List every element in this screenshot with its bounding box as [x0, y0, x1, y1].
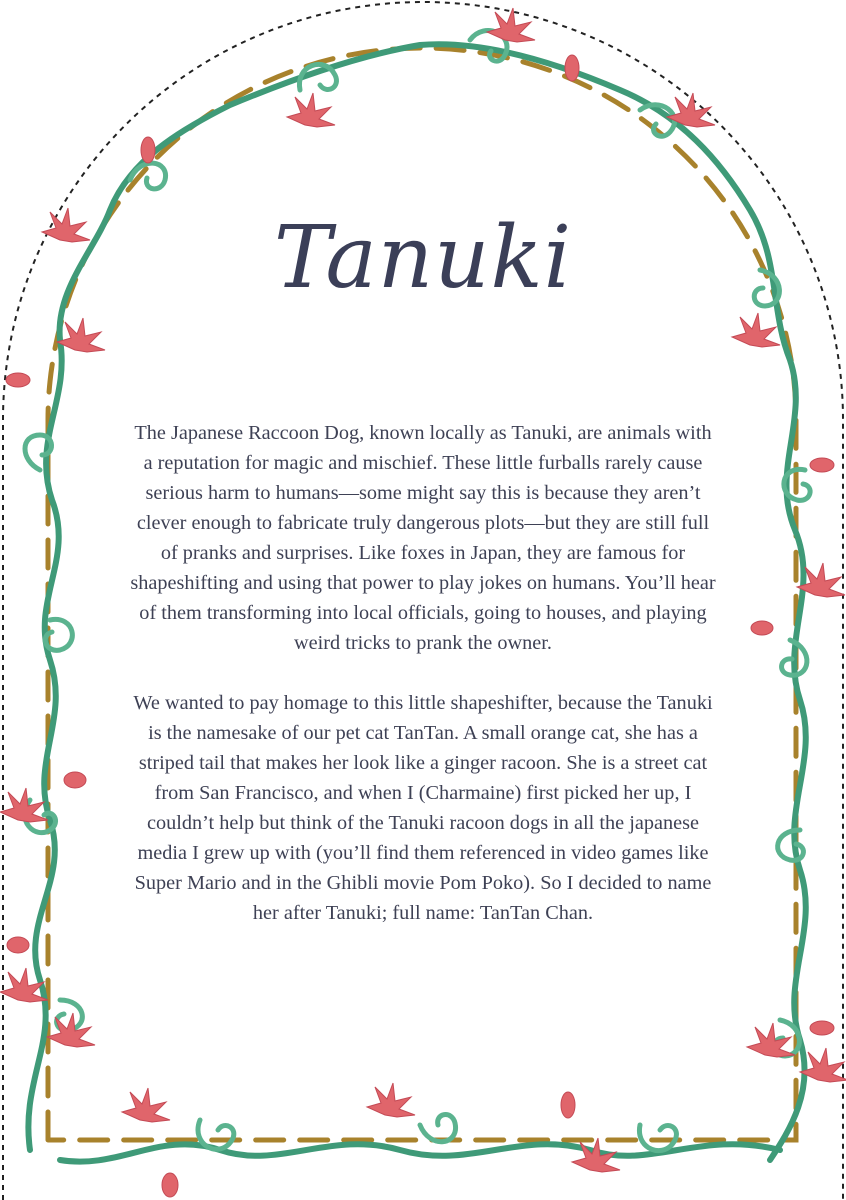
body-text [130, 418, 716, 958]
paragraph-tantan: We wanted to pay homage to this little shapeshifter, because the Tanuki is the namesake of our pet cat TanTan. A small orange cat, she has a striped tail that makes her look like a ginger racoon. She is a street cat from San Francisco, and when I (Charmaine) first picked her up, I couldn’t help but think of the Tanuki racoon dogs in all the japanese media I grew up with (you’ll find them referenced in video games like Super Mario and in the Ghibli movie Pom Poko). So I decided to name her after Tanuki; full name: TanTan Chan. [133, 692, 713, 924]
page-title: Tanuki [273, 208, 573, 308]
paragraph-intro: The Japanese Raccoon Dog, known locally as Tanuki, are animals with a reputation for magic and mischief. These little furballs rarely cause serious harm to humans—some might say this is because they aren’t clever enough to fabricate truly dangerous plots—but they are still full of pranks and surprises. Like foxes in Japan, they are famous for shapeshifting and using that power to play jokes on humans. You’ll hear of them transforming into local officials, going to houses, and playing weird tricks to prank the owner. [130, 422, 716, 654]
